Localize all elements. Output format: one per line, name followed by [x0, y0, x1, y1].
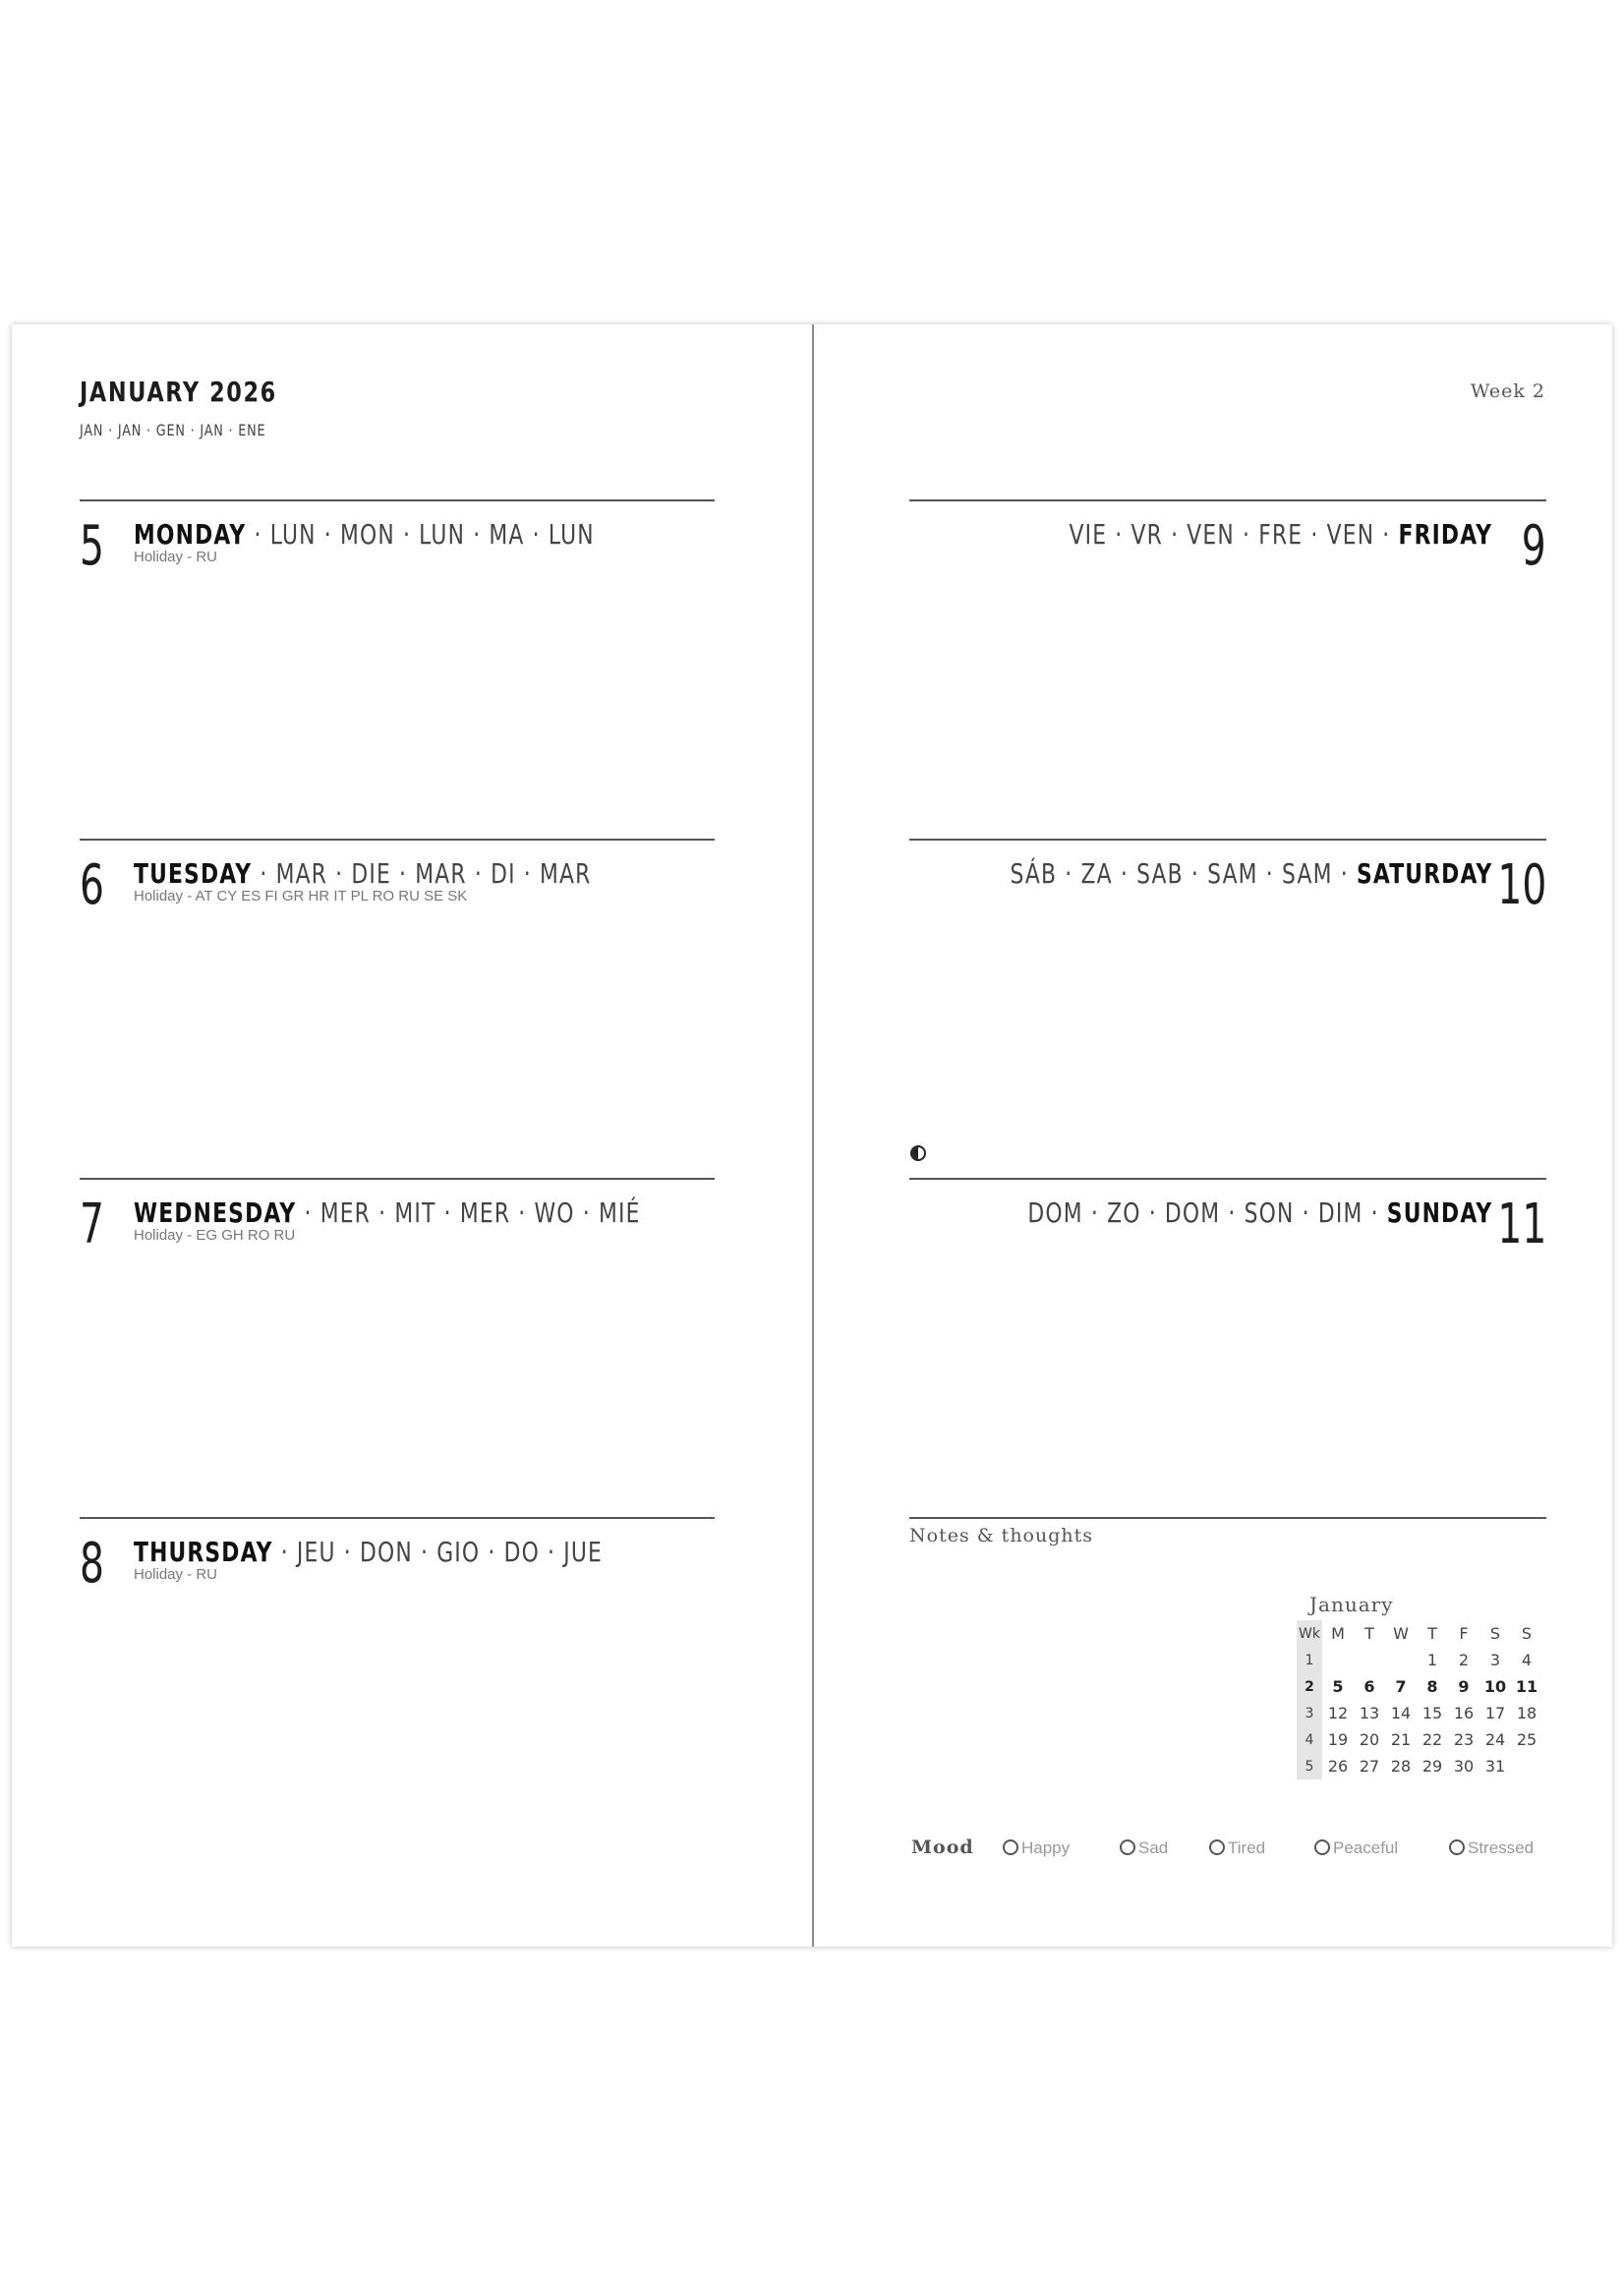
day-name: THURSDAY: [134, 1536, 273, 1568]
mood-option-sad[interactable]: [1120, 1838, 1168, 1858]
date-cell: 22: [1421, 1730, 1443, 1749]
mini-calendar-week-row: [1297, 1726, 1542, 1753]
day-name-row: [1010, 857, 1492, 890]
date-cell: 20: [1359, 1730, 1380, 1749]
mood-option-label: Stressed: [1468, 1838, 1535, 1857]
week-number: 4: [1297, 1726, 1322, 1753]
date-cell: 16: [1453, 1704, 1475, 1722]
mood-option-peaceful[interactable]: [1314, 1838, 1398, 1858]
date-cell: 18: [1516, 1704, 1537, 1722]
day-monday[interactable]: [80, 499, 715, 578]
mood-label: Mood: [911, 1837, 974, 1858]
date-cell: 10: [1483, 1677, 1507, 1696]
date-cell: [1354, 1647, 1385, 1673]
notes-label: Notes & thoughts: [909, 1525, 1094, 1546]
date-cell: 7: [1395, 1677, 1407, 1696]
week-number: 2: [1297, 1673, 1322, 1700]
week-label: Week 2: [1470, 380, 1545, 402]
day-name: TUESDAY: [134, 857, 253, 890]
mini-calendar-header: M: [1331, 1624, 1345, 1643]
day-translations: VIE · VR · VEN · FRE · VEN ·: [1069, 518, 1391, 551]
day-name: FRIDAY: [1398, 518, 1492, 551]
date-cell: 24: [1484, 1730, 1506, 1749]
date-cell: 3: [1489, 1651, 1501, 1669]
day-number: 9: [1522, 514, 1546, 578]
holiday-note: Holiday - AT CY ES FI GR HR IT PL RO RU SE SK: [134, 888, 468, 904]
date-cell: [1322, 1647, 1354, 1673]
date-cell: 29: [1421, 1757, 1443, 1776]
day-name: MONDAY: [134, 518, 247, 551]
date-cell: 4: [1521, 1651, 1533, 1669]
mini-calendar-header-row: [1297, 1620, 1542, 1647]
mini-calendar-week-row: [1297, 1753, 1542, 1779]
day-thursday[interactable]: [80, 1517, 715, 1596]
day-sunday[interactable]: [909, 1178, 1546, 1256]
date-cell: 30: [1453, 1757, 1475, 1776]
month-title: JANUARY 2026: [80, 376, 277, 408]
day-name-row: [134, 857, 592, 890]
mood-option-label: Sad: [1138, 1838, 1169, 1857]
circle-checkbox-icon[interactable]: [1003, 1839, 1018, 1855]
mood-option-stressed[interactable]: [1449, 1838, 1534, 1858]
circle-checkbox-icon[interactable]: [1449, 1839, 1465, 1855]
date-cell: 13: [1359, 1704, 1380, 1722]
day-number: 7: [80, 1193, 104, 1256]
day-name-row: [134, 1536, 604, 1568]
date-cell: 19: [1327, 1730, 1349, 1749]
first-quarter-moon-icon: [910, 1145, 926, 1161]
circle-checkbox-icon[interactable]: [1209, 1839, 1225, 1855]
date-cell: 5: [1332, 1677, 1344, 1696]
date-cell: 31: [1484, 1757, 1506, 1776]
mini-calendar-week-row: [1297, 1673, 1542, 1700]
month-subtitle: JAN · JAN · GEN · JAN · ENE: [80, 421, 266, 439]
mood-option-label: Peaceful: [1333, 1838, 1399, 1857]
day-name-row: [1027, 1196, 1492, 1229]
circle-checkbox-icon[interactable]: [1314, 1839, 1330, 1855]
day-translations: DOM · ZO · DOM · SON · DIM ·: [1027, 1196, 1379, 1229]
mini-calendar-week-row: [1297, 1647, 1542, 1673]
date-cell: 15: [1421, 1704, 1443, 1722]
date-cell: 11: [1515, 1677, 1538, 1696]
date-cell: 12: [1327, 1704, 1349, 1722]
date-cell: 27: [1359, 1757, 1380, 1776]
day-name: SUNDAY: [1386, 1196, 1492, 1229]
mini-calendar-week-row: [1297, 1700, 1542, 1726]
day-number: 11: [1497, 1193, 1546, 1256]
planner-spread: [12, 324, 1612, 1947]
date-cell: [1511, 1753, 1542, 1779]
mini-calendar: [1297, 1593, 1554, 1779]
mood-tracker: [911, 1837, 1560, 1866]
mini-calendar-header: F: [1459, 1624, 1469, 1643]
notes-divider: [909, 1517, 1546, 1519]
date-cell: [1385, 1647, 1417, 1673]
day-translations: · MER · MIT · MER · WO · MIÉ: [304, 1196, 641, 1229]
mood-option-happy[interactable]: [1003, 1838, 1070, 1858]
day-name-row: [134, 1196, 641, 1229]
date-cell: 28: [1390, 1757, 1412, 1776]
week-number: 5: [1297, 1753, 1322, 1779]
mood-option-label: Tired: [1228, 1838, 1266, 1857]
holiday-note: Holiday - RU: [134, 549, 218, 565]
day-number: 8: [80, 1532, 104, 1596]
day-translations: · MAR · DIE · MAR · DI · MAR: [260, 857, 592, 890]
circle-checkbox-icon[interactable]: [1120, 1839, 1135, 1855]
mini-calendar-header: T: [1427, 1624, 1437, 1643]
mini-calendar-title: January: [1309, 1593, 1394, 1616]
mood-option-label: Happy: [1021, 1838, 1071, 1857]
date-cell: 23: [1453, 1730, 1475, 1749]
day-name-row: [1069, 518, 1492, 551]
day-translations: · LUN · MON · LUN · MA · LUN: [254, 518, 595, 551]
day-friday[interactable]: [909, 499, 1546, 578]
date-cell: 9: [1458, 1677, 1470, 1696]
day-number: 5: [80, 514, 104, 578]
mini-calendar-header: Wk: [1297, 1620, 1322, 1647]
mini-calendar-header: T: [1364, 1624, 1374, 1643]
date-cell: 21: [1390, 1730, 1412, 1749]
date-cell: 26: [1327, 1757, 1349, 1776]
mood-option-tired[interactable]: [1209, 1838, 1265, 1858]
day-tuesday[interactable]: [80, 839, 715, 917]
date-cell: 25: [1516, 1730, 1537, 1749]
mini-calendar-header: S: [1489, 1624, 1501, 1643]
date-cell: 17: [1484, 1704, 1506, 1722]
day-wednesday[interactable]: [80, 1178, 715, 1256]
week-number: 1: [1297, 1647, 1322, 1673]
date-cell: 6: [1363, 1677, 1375, 1696]
date-cell: 1: [1426, 1651, 1438, 1669]
week-number: 3: [1297, 1700, 1322, 1726]
day-name: SATURDAY: [1356, 857, 1492, 890]
date-cell: 8: [1426, 1677, 1438, 1696]
mini-calendar-table: [1297, 1620, 1542, 1779]
day-saturday[interactable]: [909, 839, 1546, 917]
day-name: WEDNESDAY: [134, 1196, 297, 1229]
date-cell: 2: [1458, 1651, 1470, 1669]
day-translations: SÁB · ZA · SAB · SAM · SAM ·: [1010, 857, 1349, 890]
spine-divider: [812, 324, 814, 1947]
day-number: 10: [1497, 853, 1546, 917]
day-name-row: [134, 518, 595, 551]
mini-calendar-header: W: [1393, 1624, 1409, 1643]
day-number: 6: [80, 853, 104, 917]
mini-calendar-header: S: [1521, 1624, 1533, 1643]
holiday-note: Holiday - EG GH RO RU: [134, 1227, 296, 1244]
holiday-note: Holiday - RU: [134, 1566, 218, 1583]
day-translations: · JEU · DON · GIO · DO · JUE: [280, 1536, 604, 1568]
date-cell: 14: [1390, 1704, 1412, 1722]
